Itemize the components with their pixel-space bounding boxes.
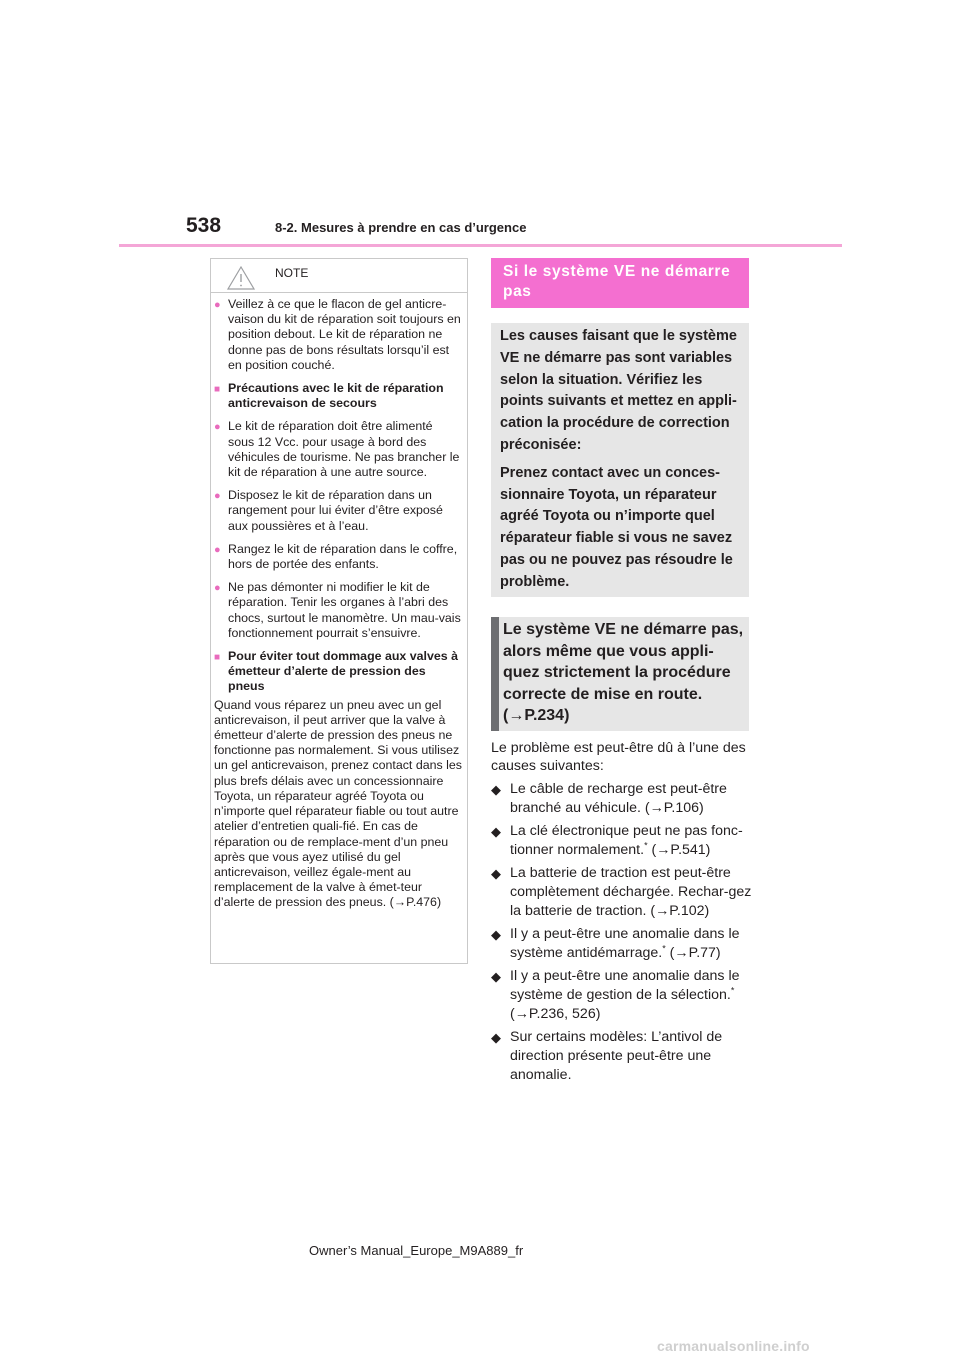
note-bullet-item: [214, 488, 462, 534]
subsection-box-bar: [491, 617, 499, 731]
footnote-mark: *: [644, 840, 648, 851]
list-item-text: Le câble de recharge est peut-être branché au véhicule. (→P.106): [510, 781, 727, 816]
note-item-text: Le kit de réparation doit être alimenté sous 12 Vcc. pour usage à bord des véhicules de tourisme. Ne pas brancher le kit de réparation à une autre source.: [228, 419, 460, 480]
list-item-text: Il y a peut-être une anomalie dans le système antidémarrage.: [510, 926, 740, 961]
header-rule: [119, 244, 842, 247]
section-banner-title: Si le système VE ne démarre pas: [503, 263, 731, 300]
pink-square-bullet-icon: ■: [214, 384, 221, 396]
list-item: [491, 780, 753, 818]
subsection-heading: Le système VE ne démarre pas, alors même que vous appli-quez strictement la procédure correcte de mise en route. (→P.234): [503, 621, 744, 725]
diamond-bullet-icon: ◆: [491, 782, 501, 797]
causes-intro: Le problème est peut-être dû à l’une des causes suivantes:: [491, 740, 746, 774]
note-bullet-item: [214, 297, 462, 373]
section-title: 8-2. Mesures à prendre en cas d’urgence: [275, 220, 527, 235]
footnote-mark: *: [730, 985, 735, 996]
list-item: [491, 864, 753, 921]
note-item-text: Disposez le kit de réparation dans un rangement pour lui éviter d’être exposé aux poussières et à l’eau.: [228, 488, 443, 533]
intro-box-text: [500, 326, 744, 600]
note-divider: [210, 292, 468, 293]
intro-box-paragraph: Les causes faisant que le système VE ne démarre pas sont variables selon la situation. Vérifiez les points suivants et mettez en appli-cation la procédure de correction préconisée:: [500, 328, 737, 453]
footnote-mark: *: [662, 943, 666, 954]
list-item: [491, 925, 753, 963]
note-item-text: Rangez le kit de réparation dans le coffre, hors de portée des enfants.: [228, 541, 458, 572]
list-item-text: Il y a peut-être une anomalie dans le système de gestion de la sélection.: [510, 968, 740, 1003]
note-item-text: Ne pas démonter ni modifier le kit de réparation. Tenir les organes à l’abri des chocs, surtout le manomètre. Un mau-vais fonctionnement pourrait s’ensuivre.: [228, 580, 461, 640]
list-item: [491, 822, 753, 860]
note-bullet-item: [214, 419, 462, 480]
page-number: 538: [186, 214, 222, 237]
note-content: [214, 297, 462, 911]
intro-box-paragraph: Prenez contact avec un conces-sionnaire Toyota, un réparateur agréé Toyota ou n’importe quel réparateur fiable si vous ne savez pas ou ne pouvez pas résoudre le problème.: [500, 464, 733, 590]
note-label: NOTE: [275, 266, 309, 280]
note-bullet-item: [214, 542, 462, 572]
note-heading-item: [214, 381, 462, 411]
list-item-text: La clé électronique peut ne pas fonc-tionner normalement.: [510, 823, 743, 858]
pink-dot-bullet-icon: ●: [214, 490, 221, 503]
pink-dot-bullet-icon: ●: [214, 543, 221, 556]
pink-dot-bullet-icon: ●: [214, 299, 221, 311]
list-item-text: La batterie de traction est peut-être complètement déchargée. Rechar-gez la batterie de traction. (→P.102): [510, 865, 752, 919]
pink-square-bullet-icon: ■: [214, 652, 221, 664]
page-reference: (→P.541): [647, 842, 711, 858]
causes-list: [491, 780, 753, 1089]
diamond-bullet-icon: ◆: [491, 866, 501, 881]
warning-triangle-icon: [226, 265, 256, 291]
note-heading-text: Précautions avec le kit de réparation anticrevaison de secours: [228, 381, 444, 411]
note-heading-item: [214, 649, 462, 695]
pink-dot-bullet-icon: ●: [214, 582, 221, 595]
list-item-text: Sur certains modèles: L’antivol de direction présente peut-être une anomalie.: [510, 1029, 723, 1083]
note-paragraph: Quand vous réparez un pneu avec un gel anticrevaison, il peut arriver que la valve à émetteur d’alerte de pression des pneus ne fonctionne pas normalement. Si vous utilisez un gel anticrevaison, prenez contact dans les plus brefs délais avec un concessionnaire Toyota, un réparateur agréé Toyota ou n’importe quel réparateur fiable ou tout autre atelier d’entretien quali-fié. En cas de réparation ou de remplace-ment d’un pneu après que vous ayez utilisé du gel anticrevaison, veillez égale-ment au remplacement de la valve à émet-teur d’alerte de pression des pneus. (→P.476): [214, 697, 462, 910]
diamond-bullet-icon: ◆: [491, 927, 501, 942]
note-bullet-item: [214, 580, 462, 641]
diamond-bullet-icon: ◆: [491, 1030, 501, 1045]
manual-id: Owner’s Manual_Europe_M9A889_fr: [309, 1243, 524, 1258]
note-item-text: Veillez à ce que le flacon de gel anticre-vaison du kit de réparation soit toujours en position debout. Le kit de réparation ne donne pas de bons résultats lorsqu’il est en position couché.: [228, 297, 461, 372]
page-reference: (→P.236, 526): [510, 1006, 601, 1022]
note-heading-text: Pour éviter tout dommage aux valves à émetteur d’alerte de pression des pneus: [228, 649, 458, 694]
diamond-bullet-icon: ◆: [491, 969, 501, 984]
page-reference: (→P.77): [665, 945, 721, 961]
watermark: carmanualsonline.info: [657, 1338, 810, 1354]
pink-dot-bullet-icon: ●: [214, 421, 221, 434]
list-item: [491, 1028, 753, 1085]
list-item: [491, 967, 753, 1024]
diamond-bullet-icon: ◆: [491, 824, 501, 839]
